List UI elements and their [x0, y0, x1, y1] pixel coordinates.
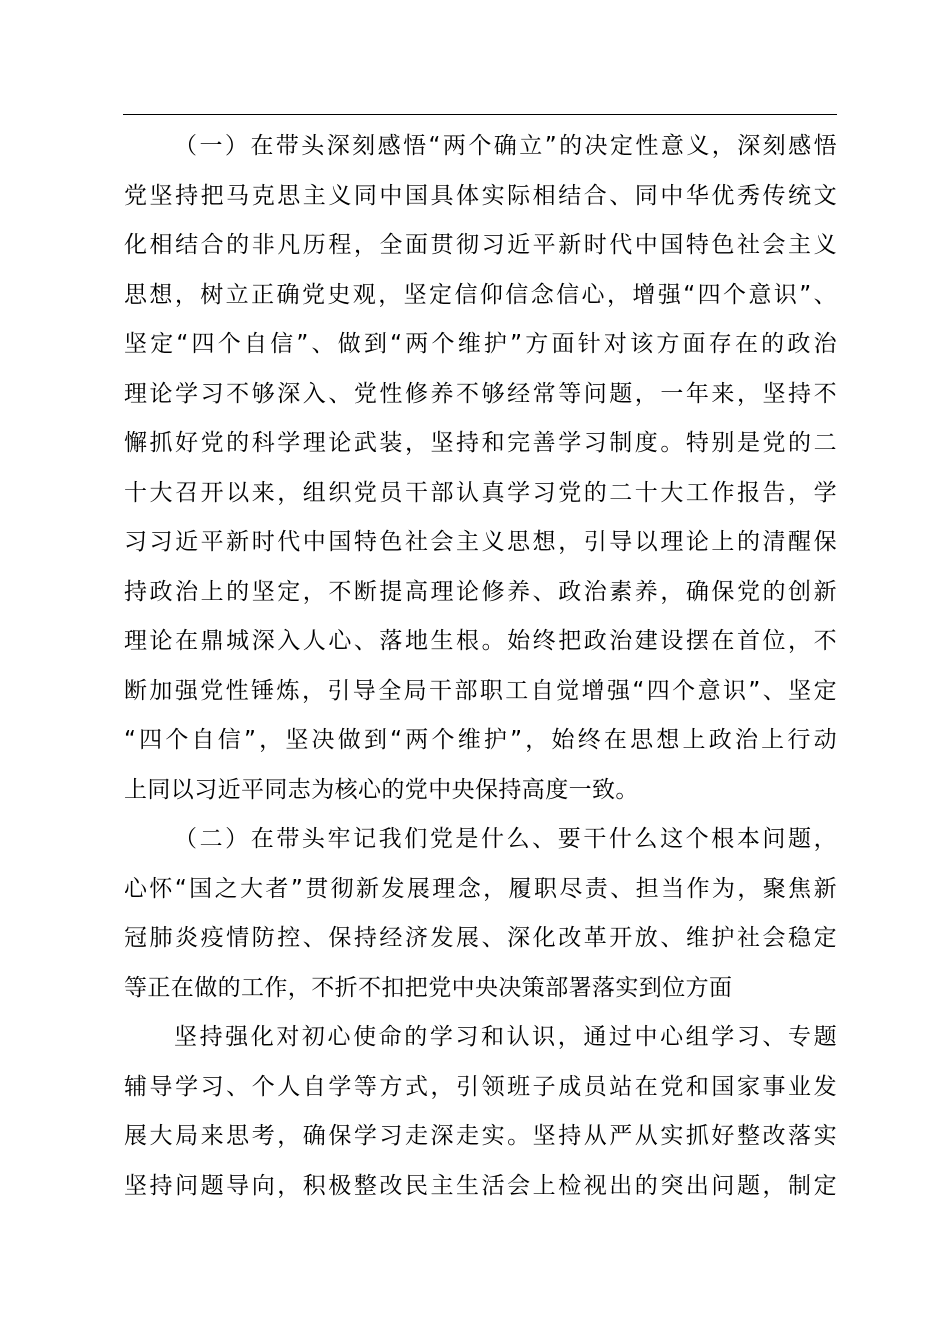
paragraph-2: [124, 815, 837, 1013]
paragraph-3: [124, 1013, 837, 1211]
text-line: 习习近平新时代中国特色社会主义思想，引导以理论上的清醒保: [124, 529, 837, 555]
text-line: 心怀“国之大者”贯彻新发展理念，履职尽责、担当作为，聚焦新: [124, 875, 837, 902]
text-line: 坚持强化对初心使命的学习和认识，通过中心组学习、专题: [174, 1024, 837, 1050]
text-line: 等正在做的工作，不折不扣把党中央决策部署落实到位方面: [124, 974, 733, 1001]
text-line: 上同以习近平同志为核心的党中央保持高度一致。: [124, 776, 639, 803]
text-line: 化相结合的非凡历程，全面贯彻习近平新时代中国特色社会主义: [124, 232, 837, 258]
text-line: 持政治上的坚定，不断提高理论修养、政治素养，确保党的创新: [124, 578, 837, 605]
text-line: 十大召开以来，组织党员干部认真学习党的二十大工作报告，学: [124, 479, 837, 506]
text-line: 冠肺炎疫情防控、保持经济发展、深化改革开放、维护社会稳定: [124, 925, 837, 951]
paragraph-1: [124, 122, 837, 815]
text-line: 展大局来思考，确保学习走深走实。坚持从严从实抓好整改落实: [124, 1123, 837, 1149]
text-line: 坚定“四个自信”、做到“两个维护”方面针对该方面存在的政治: [124, 331, 837, 357]
text-line: 断加强党性锤炼，引导全局干部职工自觉增强“四个意识”、坚定: [124, 677, 837, 704]
text-line: 懈抓好党的科学理论武装，坚持和完善学习制度。特别是党的二: [124, 430, 837, 456]
text-line: （二）在带头牢记我们党是什么、要干什么这个根本问题，: [174, 826, 837, 852]
text-line: 理论学习不够深入、党性修养不够经常等问题，一年来，坚持不: [124, 380, 837, 407]
text-line: （一）在带头深刻感悟“两个确立”的决定性意义，深刻感悟: [174, 133, 837, 159]
text-line: 坚持问题导向，积极整改民主生活会上检视出的突出问题，制定: [124, 1172, 837, 1199]
text-line: 党坚持把马克思主义同中国具体实际相结合、同中华优秀传统文: [124, 182, 837, 209]
text-line: 思想，树立正确党史观，坚定信仰信念信心，增强“四个意识”、: [124, 281, 837, 308]
text-line: 辅导学习、个人自学等方式，引领班子成员站在党和国家事业发: [124, 1073, 837, 1100]
header-rule: [123, 114, 837, 115]
text-line: 理论在鼎城深入人心、落地生根。始终把政治建设摆在首位，不: [124, 628, 837, 654]
text-line: “四个自信”，坚决做到“两个维护”，始终在思想上政治上行动: [124, 727, 837, 753]
body-text: [124, 122, 837, 1211]
